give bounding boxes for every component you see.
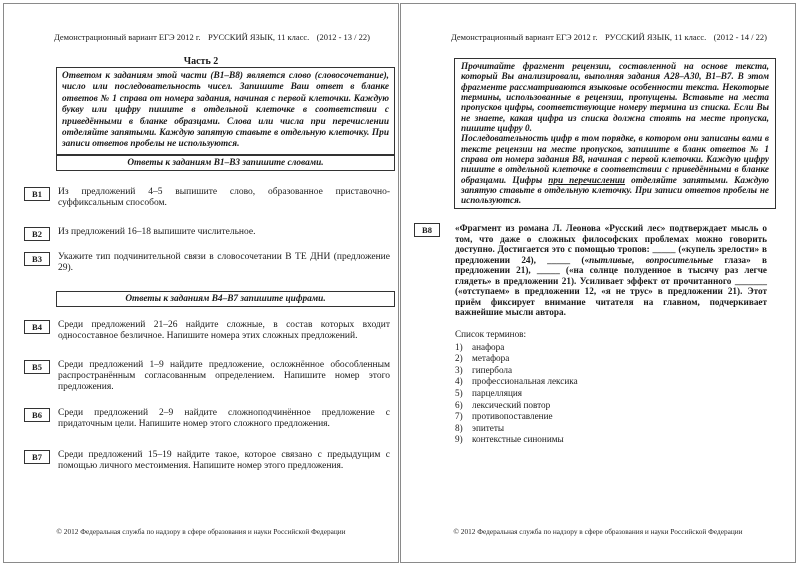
task-text-b4: Среди предложений 21–26 найдите сложные, в состав которых входит односоставное безличное. Напишите номера этих сложных предложений. (58, 320, 390, 342)
task-row-b8 (414, 223, 767, 318)
term-text: парцелляция (472, 387, 523, 398)
instructions-p2-underlined: при перечислении (548, 174, 626, 185)
task-row-b6 (24, 408, 390, 430)
task-text-b1: Из предложений 4–5 выпишите слово, образованное приставочно-суффиксальным способом. (58, 187, 390, 209)
term-number: 4) (455, 376, 463, 387)
term-number: 7) (455, 411, 463, 422)
task-label-b6: В6 (24, 408, 50, 422)
header-exam-title: Демонстрационный вариант ЕГЭ 2012 г. (451, 32, 598, 42)
term-number: 5) (455, 387, 463, 398)
term-text: противопоставление (472, 411, 553, 422)
term-text: анафора (472, 341, 505, 352)
b8-text-italic: пытливые, вопросительные (589, 254, 714, 265)
term-text: контекстные синонимы (472, 434, 564, 445)
header-subject: РУССКИЙ ЯЗЫК, 11 класс. (604, 32, 707, 42)
term-number: 3) (455, 364, 463, 375)
terms-list-title: Список терминов: (455, 329, 527, 339)
term-text: лексический повтор (472, 399, 551, 410)
task-text-b7: Среди предложений 15–19 найдите такое, которое связано с предыдущим с помощью личного местоимения. Напишите номер этого предложения. (58, 450, 390, 472)
instructions-box (454, 58, 776, 209)
term-item (455, 342, 765, 354)
instructions-box (56, 67, 395, 155)
task-row-b3 (24, 252, 390, 274)
task-text-b3: Укажите тип подчинительной связи в словосочетании В ТЕ ДНИ (предложение 29). (58, 252, 390, 274)
page-header (54, 32, 370, 42)
term-item (455, 353, 765, 365)
term-number: 1) (455, 341, 463, 352)
term-item (455, 423, 765, 435)
part-title: Часть 2 (183, 56, 219, 67)
header-subject: РУССКИЙ ЯЗЫК, 11 класс. (207, 32, 310, 42)
copyright-footer: © 2012 Федеральная служба по надзору в сфере образования и науки Российской Федерации (453, 527, 743, 536)
task-label-b4: В4 (24, 320, 50, 334)
term-item (455, 400, 765, 412)
task-row-b7 (24, 450, 390, 472)
instructions-p2-end: отделяйте запятыми. Каждую запятую ставьте в отдельную клеточку. При записи ответов пробелы не используются. (461, 174, 769, 206)
section-header-b4-b7: Ответы к заданиям В4–В7 запишите цифрами. (56, 291, 395, 307)
b8-text-end: глаза» в предложении 21), _____ («на солнце полуденное в тысячу раз легче глядеть» в предложении 21). Усиливает эффект от прочитанного _______ («отступаем» в предложении 12, «я не трус» в предложении 21). Этот приём фиксирует внимание читателя на главном, подчеркивает важнейшие мысли автора. (455, 254, 767, 317)
term-number: 6) (455, 399, 463, 410)
task-label-b3: В3 (24, 252, 50, 266)
section-header-b1-b3: Ответы к заданиям В1–В3 запишите словами. (56, 155, 395, 171)
header-exam-title: Демонстрационный вариант ЕГЭ 2012 г. (54, 32, 201, 42)
term-text: профессиональная лексика (472, 376, 578, 387)
instructions-text: Ответом к заданиям этой части (В1–В8) является слово (словосочетание), число или последовательность чисел. Запишите Ваш ответ в бланке ответов № 1 справа от номера задания, начиная с первой клеточки. Каждую букву или цифру пишите в отдельной клеточке в соответствии с приведёнными в бланке образцами. Слова или числа при перечислении отделяйте запятыми. Каждую запятую ставьте в отдельную клеточку. При записи ответов пробелы не используются. (62, 71, 389, 150)
task-label-b2: В2 (24, 227, 50, 241)
task-row-b2 (24, 227, 390, 238)
instructions-paragraph-2 (461, 133, 769, 205)
b8-text-start: «Фрагмент из романа Л. Леонова «Русский лес» подтверждает мысль о том, что даже о сложных философских проблемах можно говорить доступно. Достигается это с помощью тропов: _____ («купель зрелости» в предложении 24), _____ (« (455, 223, 767, 265)
task-row-b1 (24, 187, 390, 209)
task-label-b7: В7 (24, 450, 50, 464)
instructions-paragraph-1: Прочитайте фрагмент рецензии, составленной на основе текста, который Вы анализировали, выполняя задания А28–А30, В1–В7. В этом фрагменте рассматриваются языковые особенности текста. Некоторые термины, использованные в рецензии, пропущены. Вставьте на места пропусков цифры, соответствующие номеру термина из списка. Если Вы не знаете, какая цифра из списка должна стоять на месте пропуска, пишите цифру 0. (461, 61, 769, 134)
task-row-b5 (24, 360, 390, 394)
page-header (451, 32, 767, 42)
term-text: эпитеты (472, 422, 505, 433)
term-text: гипербола (472, 364, 513, 375)
instructions-p2-start: Последовательность цифр в том порядке, в котором они записаны вами в тексте рецензии на месте пропусков, запишите в бланк ответов № 1 справа от номера задания В8, начиная с первой клеточки. Каждую цифру пишите в отдельной клеточке в соответствии с приведёнными в бланке образцами. Цифры (461, 133, 769, 185)
document-page-left (3, 3, 399, 563)
copyright-footer: © 2012 Федеральная служба по надзору в сфере образования и науки Российской Федерации (56, 527, 346, 536)
term-number: 8) (455, 422, 463, 433)
header-page-number: (2012 - 13 / 22) (316, 32, 370, 42)
terms-list (455, 329, 765, 446)
term-item (455, 411, 765, 423)
term-item (455, 434, 765, 446)
task-text-b2: Из предложений 16–18 выпишите числительное. (58, 227, 256, 237)
document-page-right (400, 3, 796, 563)
task-text-b8 (455, 223, 767, 318)
task-label-b1: В1 (24, 187, 50, 201)
term-number: 9) (455, 434, 463, 445)
term-text: метафора (472, 353, 510, 364)
term-item (455, 365, 765, 377)
term-item (455, 388, 765, 400)
task-text-b6: Среди предложений 2–9 найдите сложноподчинённое предложение с придаточным цели. Напишите номер этого сложного предложения. (58, 408, 390, 430)
task-label-b5: В5 (24, 360, 50, 374)
task-row-b4 (24, 320, 390, 342)
term-number: 2) (455, 353, 463, 364)
term-item (455, 376, 765, 388)
task-label-b8: В8 (414, 223, 440, 237)
header-page-number: (2012 - 14 / 22) (713, 32, 767, 42)
task-text-b5: Среди предложений 1–9 найдите предложение, осложнённое обособленным распространённым согласованным определением. Напишите номер этого предложения. (58, 360, 390, 393)
